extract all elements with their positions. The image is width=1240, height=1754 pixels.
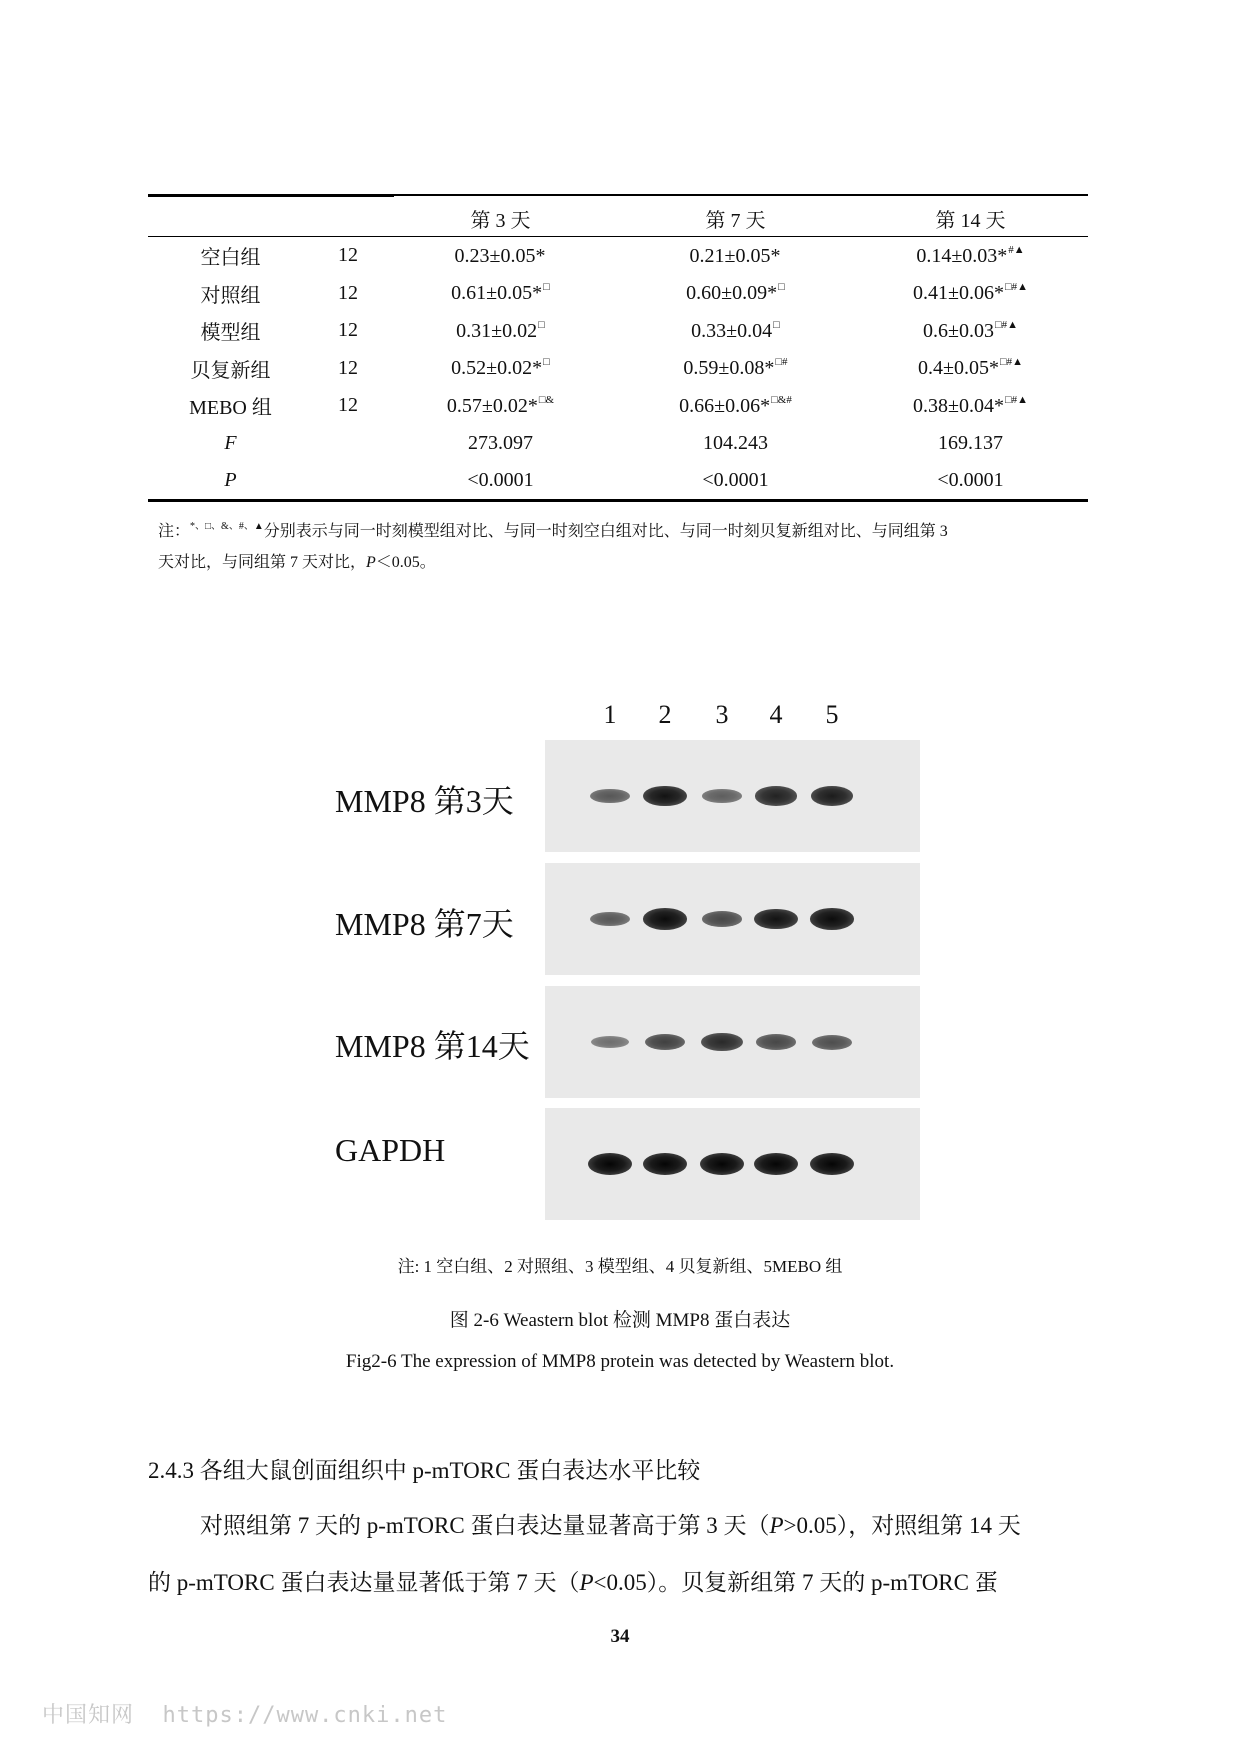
blot-band — [702, 789, 741, 803]
blot-band — [810, 908, 854, 929]
paragraph-line-2: 的 p-mTORC 蛋白表达量显著低于第 7 天（P<0.05）。贝复新组第 7 天的 p-mTORC 蛋 — [148, 1570, 998, 1595]
header-cell — [313, 200, 383, 237]
value-cell: 0.4±0.05*□#▲ — [917, 356, 1023, 380]
value-cell: 0.31±0.02□ — [456, 318, 545, 342]
table-row — [148, 350, 1088, 388]
group-cell: 模型组 — [200, 322, 261, 345]
value-cell: 0.60±0.09*□ — [686, 281, 785, 305]
header-cell — [148, 200, 313, 237]
value-cell: 0.59±0.08*□# — [683, 356, 788, 380]
lane-number: 2 — [658, 700, 672, 729]
lane-number: 5 — [825, 700, 839, 729]
value-cell: 0.52±0.02*□ — [451, 356, 550, 380]
f-label: F — [224, 431, 237, 454]
n-cell: 12 — [338, 319, 358, 342]
value-cell: 0.14±0.03*#▲ — [916, 243, 1025, 267]
blot-band — [700, 1153, 744, 1175]
blot-band — [643, 1153, 687, 1175]
value-cell: 0.57±0.02*□& — [446, 393, 555, 417]
blot-band — [702, 911, 742, 927]
value-cell: 0.23±0.05* — [454, 244, 546, 267]
table-note-line-2: 天对比，与同组第 7 天对比，P＜0.05。 — [158, 554, 436, 571]
blot-band — [756, 1034, 796, 1050]
f-value: 169.137 — [938, 431, 1003, 454]
blot-band — [810, 1153, 854, 1175]
table-top-rule-right — [394, 194, 1088, 196]
value-cell: 0.66±0.06*□&# — [679, 393, 792, 417]
blot-band — [591, 1036, 629, 1048]
blot-panel — [545, 740, 920, 852]
blot-band — [754, 1153, 798, 1175]
blot-band — [643, 908, 687, 929]
blot-panel-label: MMP8 第3天 — [335, 783, 514, 819]
cnki-watermark: 中国知网 https://www.cnki.net — [42, 1703, 448, 1728]
page-number: 34 — [610, 1626, 630, 1647]
value-cell: 0.61±0.05*□ — [451, 281, 550, 305]
value-cell: 0.6±0.03□#▲ — [922, 318, 1018, 342]
n-cell: 12 — [338, 281, 358, 304]
value-cell: 0.21±0.05* — [689, 244, 781, 267]
f-value: 273.097 — [468, 431, 533, 454]
figure-caption-en: Fig2-6 The expression of MMP8 protein was detected by Weastern blot. — [345, 1351, 895, 1372]
blot-panel — [545, 986, 920, 1098]
f-statistic-row — [148, 425, 1088, 463]
figure-note: 注: 1 空白组、2 对照组、3 模型组、4 贝复新组、5MEBO 组 — [397, 1257, 843, 1276]
blot-panel — [545, 1108, 920, 1220]
n-cell: 12 — [338, 356, 358, 379]
group-cell: MEBO 组 — [189, 397, 272, 420]
blot-band — [645, 1034, 686, 1050]
table-row — [148, 275, 1088, 313]
p-value: <0.0001 — [467, 469, 534, 492]
blot-band — [754, 909, 797, 930]
section-heading: 2.4.3 各组大鼠创面组织中 p-mTORC 蛋白表达水平比较 — [148, 1458, 701, 1483]
group-cell: 空白组 — [200, 247, 261, 270]
lane-number: 3 — [715, 700, 729, 729]
lane-number: 4 — [769, 700, 783, 729]
f-value: 104.243 — [703, 431, 768, 454]
blot-band — [643, 786, 686, 807]
p-value: <0.0001 — [702, 469, 769, 492]
paragraph-line-1: 对照组第 7 天的 p-mTORC 蛋白表达量显著高于第 3 天（P>0.05），对照组第 14 天 — [200, 1513, 1021, 1538]
blot-band — [812, 1035, 852, 1050]
blot-band — [590, 789, 630, 803]
header-cell-day7: 第 7 天 — [705, 210, 766, 232]
p-value: <0.0001 — [937, 469, 1004, 492]
blot-panel-label: GAPDH — [335, 1132, 446, 1168]
group-cell: 贝复新组 — [190, 359, 271, 382]
table-note-line-1: 注：*、□、&、#、▲分别表示与同一时刻模型组对比、与同一时刻空白组对比、与同一时刻贝复新组对比、与同组第 3 — [158, 521, 948, 540]
figure-caption-cn: 图 2-6 Weastern blot 检测 MMP8 蛋白表达 — [449, 1310, 791, 1331]
table-row — [148, 387, 1088, 425]
lane-number: 1 — [603, 700, 617, 729]
header-cell-day3: 第 3 天 — [470, 210, 531, 232]
value-cell: 0.41±0.06*□#▲ — [912, 281, 1028, 305]
blot-band — [701, 1033, 743, 1052]
p-value-row — [148, 462, 1088, 500]
header-cell-day14: 第 14 天 — [935, 210, 1006, 232]
n-cell: 12 — [338, 244, 358, 267]
table-top-rule-left — [148, 194, 394, 197]
blot-panel-label: MMP8 第7天 — [335, 906, 514, 942]
n-cell: 12 — [338, 394, 358, 417]
blot-band — [755, 786, 797, 805]
value-cell: 0.38±0.04*□#▲ — [912, 393, 1028, 417]
blot-band — [590, 912, 630, 926]
table-header-row — [148, 200, 1088, 237]
table-row — [148, 237, 1088, 275]
p-label: P — [224, 469, 237, 492]
group-cell: 对照组 — [200, 284, 261, 307]
blot-band — [588, 1153, 632, 1175]
blot-panel-label: MMP8 第14天 — [335, 1028, 530, 1064]
value-cell: 0.33±0.04□ — [691, 318, 780, 342]
statistics-table — [148, 200, 1088, 500]
table-row — [148, 312, 1088, 350]
blot-panel — [545, 863, 920, 975]
blot-band — [811, 786, 854, 806]
